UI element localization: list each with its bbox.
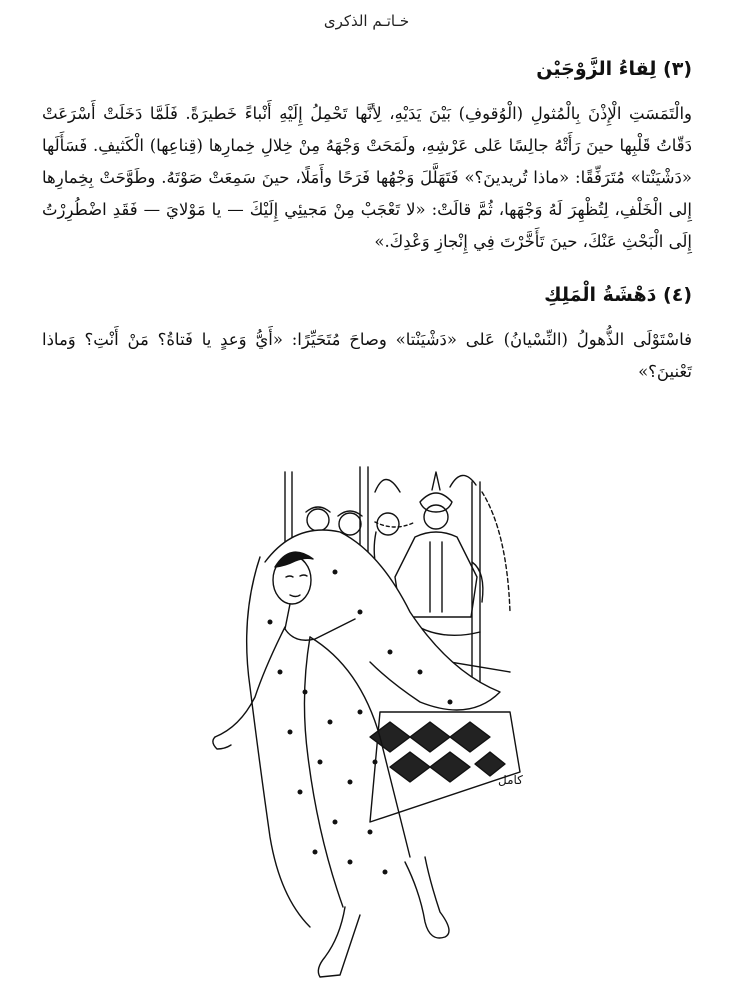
tiled-floor: [370, 712, 520, 822]
artist-signature: كامل: [498, 773, 523, 787]
section-heading: (٤) دَهْشَةُ الْمَلِكِ: [544, 284, 692, 306]
section-paragraph: فاسْتَوْلَى الذُّهولُ (النِّسْيانُ) عَلى «دَشْيَنْتا» وصاحَ مُتَحَيِّرًا: «أَيُّ وَعدٍ يا فَتاةُ؟ مَنْ أَنْتِ؟ وَماذا تَعْنينَ؟»: [42, 330, 692, 381]
woman-figure: [213, 530, 500, 977]
section-heading: (٣) لِقاءُ الزَّوْجَيْن: [536, 58, 692, 80]
section-king-surprise: [42, 284, 692, 388]
illustration: [210, 462, 530, 988]
section-paragraph: والْتَمَسَتِ الْإِذْنَ بِالْمُثولِ (الْوُقوفِ) بَيْنَ يَدَيْهِ، لِأنَّها تَحْمِلُ إِلَيْهِ أَنْباءً خَطيرَةً. فَلَمَّا دَخَلَتْ أَسْرَعَتْ دَقّاتُ قَلْبِها حينَ رَأَتْهُ جالِسًا عَلى عَرْشِهِ، ولَمَحَتْ وَجْهَهُ مِنْ خِلالِ خِمارِها (قِناعِها) الْكَثيفِ. فَسَأَلَها «دَشْيَنْتا» مُتَرَفِّقًا: «ماذا تُريدينَ؟» فَتَهَلَّلَ وَجْهُها فَرَحًا وأَمَلًا، حينَ سَمِعَتْ صَوْتَهُ. وطَوَّحَتْ بِخِمارِها إِلى الْخَلْفِ، لِتُظْهِرَ لَهُ وَجْهَها، ثُمَّ قالَتْ: «لا تَعْجَبْ مِنْ مَجيئِي إِلَيْكَ — يا مَوْلايَ — فَقَدِ اضْطُرِرْتُ إِلَى الْبَحْثِ عَنْكَ، حينَ تَأَخَّرْتَ فِي إِنْجازِ وَعْدِكَ.»: [42, 104, 692, 251]
section-meeting: [42, 58, 692, 258]
running-header: خـاتـم الذكرى: [323, 12, 410, 30]
page-content: [42, 58, 692, 414]
illustration-drawing: [210, 462, 530, 988]
